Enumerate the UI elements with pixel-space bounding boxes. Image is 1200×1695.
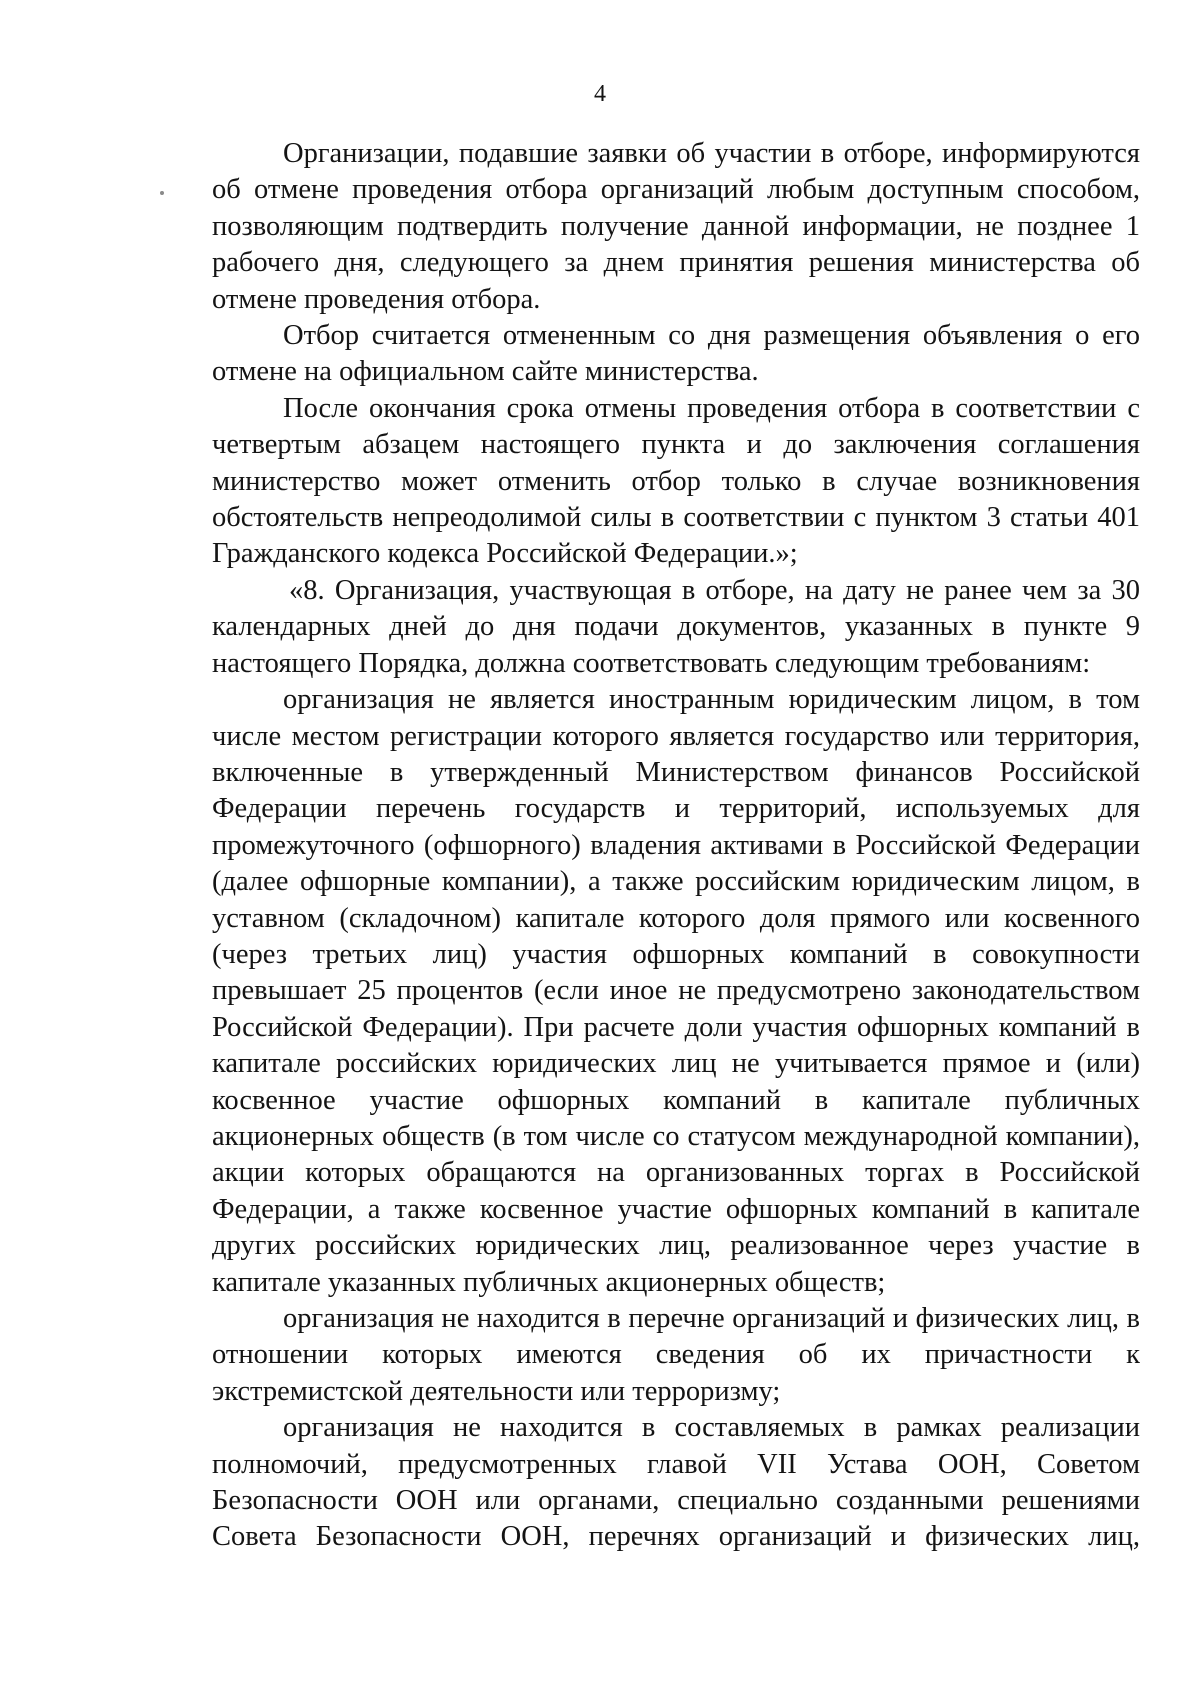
paragraph-extremism-requirement: организация не находится в перечне организаций и физических лиц, в отношении которых имеются сведения об их причастности к экстремистской деятельности или терроризму; [212, 1303, 1140, 1407]
paragraph-cancellation-date: Отбор считается отмененным со дня размещения объявления о его отмене на официальном сайте министерства. [212, 320, 1140, 388]
paragraph-un-requirement: организация не находится в составляемых в рамках реализации полномочий, предусмотренных главой VII Устава ООН, Советом Безопасности ООН или органами, специально созданными решениями Совета Безопасности ООН, перечнях организаций и физических лиц, [212, 1412, 1140, 1553]
margin-mark [160, 191, 164, 195]
paragraph-force-majeure: После окончания срока отмены проведения отбора в соответствии с четвертым абзацем настоящего пункта и до заключения соглашения министерство может отменить отбор только в случае возникновения обстоятельств непреодолимой силы в соответствии с пунктом 3 статьи 401 Гражданского кодекса Российской Федерации.»; [212, 392, 1140, 570]
paragraph-offshore-requirement: организация не является иностранным юридическим лицом, в том числе местом регистрации которого является государство или территория, включенные в утвержденный Министерством финансов Российской Федерации перечень государств и территорий, используемых для промежуточного (офшорного) владения активами в Российской Федерации (далее офшорные компании), а также российским юридическим лицом, в уставном (складочном) капитале которого доля прямого или косвенного (через третьих лиц) участия офшорных компаний в совокупности превышает 25 процентов (если иное не предусмотрено законодательством Российской Федерации). При расчете доли участия офшорных компаний в капитале российских юридических лиц не учитывается прямое и (или) косвенное участие офшорных компаний в капитале публичных акционерных обществ (в том числе со статусом международной компании), акции которых обращаются на организованных торгах в Российской Федерации, а также косвенное участие офшорных компаний в капитале других российских юридических лиц, реализованное через участие в капитале указанных публичных акционерных обществ; [212, 684, 1140, 1298]
page-number: 4 [594, 81, 606, 107]
paragraph-notification: Организации, подавшие заявки об участии в отборе, информируются об отмене проведения отбора организаций любым доступным способом, позволяющим подтвердить получение данной информации, не позднее 1 рабочего дня, следующего за днем принятия решения министерства об отмене проведения отбора. [212, 138, 1140, 315]
paragraph-item-8: «8. Организация, участвующая в отборе, на дату не ранее чем за 30 календарных дней до дня подачи документов, указанных в пункте 9 настоящего Порядка, должна соответствовать следующим требованиям: [212, 574, 1140, 679]
document-body [212, 136, 1140, 1556]
